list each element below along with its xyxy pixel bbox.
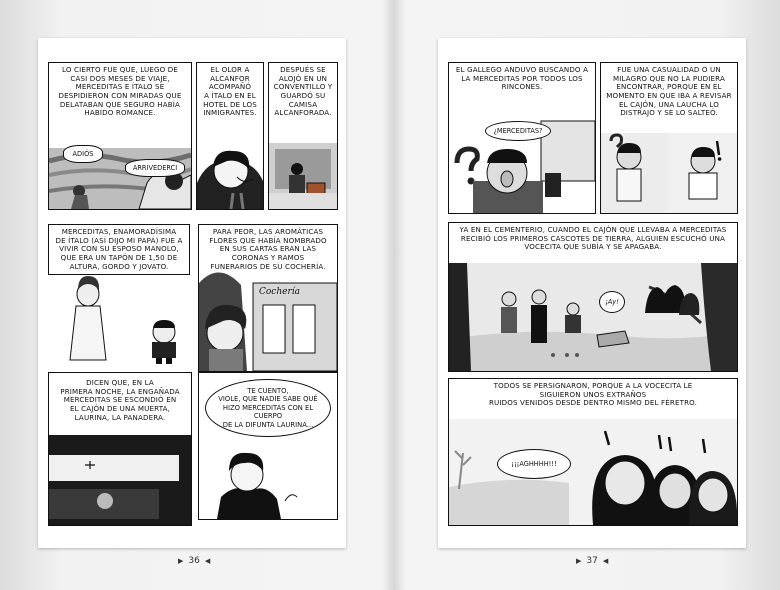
right-page-number-text: 37	[586, 556, 598, 566]
triangle-left-icon: ◀	[602, 557, 609, 565]
panel-cementerio-caption: YA EN EL CEMENTERIO, CUANDO EL CAJÓN QUE LLEVABA A MERCEDITAS RECIBIÓ LOS PRIMEROS CASCOTES DE TIERRA, ALGUIEN ESCUCHÓ UNA VOCECITA QUE SUBÍA Y SE APAGABA.	[459, 225, 727, 252]
panel-farewell	[48, 62, 192, 210]
adios-bubble: ADIÓS	[63, 145, 103, 163]
left-page-number-text: 36	[188, 556, 200, 566]
panel-laurina	[48, 372, 192, 526]
panel-te-cuento	[198, 372, 338, 520]
left-page	[38, 38, 346, 566]
merceditas-question-bubble: ¿MERCEDITAS?	[485, 121, 551, 141]
cocheria-sign: Cochería	[259, 287, 301, 297]
panel-persignaron	[448, 378, 738, 526]
panel-conventillo	[268, 62, 338, 210]
left-page-number	[178, 556, 210, 566]
right-page-number	[576, 556, 608, 566]
panel-laucha	[600, 62, 738, 214]
ay-bubble: ¡Ay!	[599, 291, 625, 313]
panel-conventillo-caption: DESPUÉS SE ALOJÓ EN UN CONVENTILLO Y GUARDÓ SU CAMISA ALCANFORADA.	[273, 65, 333, 118]
panel-alcanfor-caption: EL OLOR A ALCANFOR ACOMPAÑÓ A ÍTALO EN EL HOTEL DE LOS INMIGRANTES.	[203, 65, 257, 118]
te-cuento-bubble: TE CUENTO, VIOLE, QUE NADIE SABE QUÉ HIZO MERCEDITAS CON EL CUERPO DE LA DIFUNTA LAURINA...	[205, 379, 331, 437]
panel-laurina-caption: DICEN QUE, EN LA PRIMERA NOCHE, LA ENGAÑADA MERCEDITAS SE ESCONDIÓ EN EL CAJÓN DE UNA MUERTA, LAURINA, LA PANADERA.	[60, 378, 180, 422]
triangle-right-icon: ▶	[178, 557, 184, 565]
panel-gallego-caption: EL GALLEGO ANDUVO BUSCANDO A LA MERCEDITAS POR TODOS LOS RINCONES.	[455, 65, 589, 92]
panel-manolo	[48, 224, 190, 366]
arrivederci-bubble: ARRIVEDERCI	[125, 159, 185, 177]
panel-farewell-caption: LO CIERTO FUE QUE, LUEGO DE CASI DOS MESES DE VIAJE, MERCEDITAS E ÍTALO SE DESPIDIERON CON MIRADAS QUE DELATABAN QUE SEGURO HABÍA HABIDO ROMANCE.	[58, 65, 182, 118]
panel-cocheria	[198, 224, 338, 372]
right-page	[438, 38, 746, 566]
panel-gallego	[448, 62, 596, 214]
aghhhh-bubble: ¡¡¡AGHHHH!!!	[497, 449, 571, 479]
panel-manolo-caption: MERCEDITAS, ENAMORADÍSIMA DE ÍTALO (ASÍ DIJO MI PAPÁ) FUE A VIVIR CON SU ESPOSO MANOLO, QUE ERA UN TAPÓN DE 1,50 DE ALTURA, GORDO Y JOVATO.	[48, 224, 190, 275]
panel-persignaron-caption: TODOS SE PERSIGNARON, PORQUE A LA VOCECITA LE SIGUIERON UNOS EXTRAÑOS RUIDOS VENIDOS DESDE DENTRO MISMO DEL FÉRETRO.	[488, 381, 698, 408]
panel-laucha-caption: FUE UNA CASUALIDAD O UN MILAGRO QUE NO LA PUDIERA ENCONTRAR, PORQUE EN EL MOMENTO EN QUE IBA A REVISAR EL CAJÓN, UNA LAUCHA LO DISTRAJO Y SE LO SALTEÓ.	[606, 65, 732, 118]
panel-alcanfor	[196, 62, 264, 210]
panel-cementerio	[448, 222, 738, 372]
triangle-right-icon: ▶	[576, 557, 582, 565]
triangle-left-icon: ◀	[204, 557, 211, 565]
panel-cocheria-caption: PARA PEOR, LAS AROMÁTICAS FLORES QUE HABÍA NOMBRADO EN SUS CARTAS ERAN LAS CORONAS Y RAMOS FUNERARIOS DE SU COCHERÍA.	[209, 227, 327, 271]
